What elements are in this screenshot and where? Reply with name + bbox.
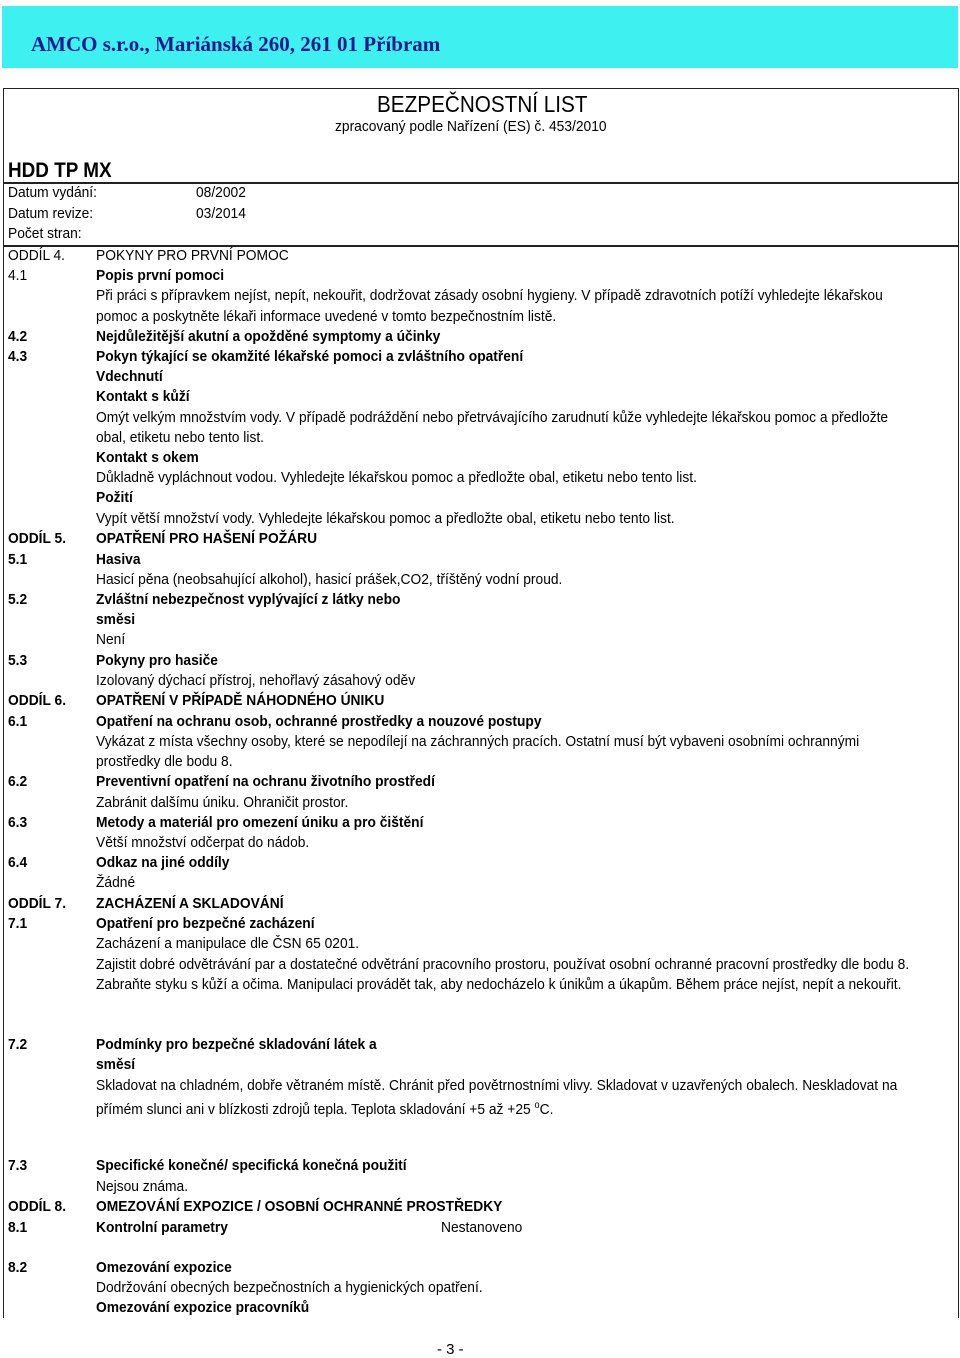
document-title: BEZPEČNOSTNÍ LIST (377, 91, 588, 117)
subsection-5-2-text: Není (96, 631, 126, 648)
section-8-number: ODDÍL 8. (8, 1198, 67, 1215)
subsection-4-1-text-1: Při práci s přípravkem nejíst, nepít, nekouřit, dodržovat zásady osobní hygieny. V případě zdravotních potíží vyhledejte lékařskou (96, 287, 883, 304)
company-name: AMCO s.r.o., Mariánská 260, 261 01 Příbram (31, 32, 441, 56)
subsection-7-1-text-3: Zabraňte styku s kůží a očima. Manipulaci provádět tak, aby nedocházelo k únikům a úkapům. Během práce nejíst, nepít a nekouřit. (96, 976, 902, 993)
subsection-5-2-number: 5.2 (8, 591, 28, 608)
subsection-7-2-heading-1: Podmínky pro bezpečné skladování látek a (96, 1036, 377, 1053)
issue-date-label: Datum vydání: (8, 184, 97, 201)
subsection-7-1-heading: Opatření pro bezpečné zacházení (96, 915, 315, 932)
revision-date-label: Datum revize: (8, 205, 94, 222)
subsection-5-2-heading-1: Zvláštní nebezpečnost vyplývající z látky nebo (96, 591, 401, 608)
subsection-6-2-text: Zabránit dalšímu úniku. Ohraničit prostor. (96, 794, 349, 811)
product-name: HDD TP MX (8, 159, 112, 182)
subsection-7-2-heading-2: směsí (96, 1056, 136, 1073)
document-subtitle: zpracovaný podle Nařízení (ES) č. 453/2010 (335, 118, 607, 135)
section-4-number: ODDÍL 4. (8, 247, 66, 264)
section-7-number: ODDÍL 7. (8, 895, 67, 912)
section-5-number: ODDÍL 5. (8, 530, 67, 547)
subsection-4-1-heading: Popis první pomoci (96, 267, 225, 284)
subsection-5-3-heading: Pokyny pro hasiče (96, 652, 218, 669)
subsection-6-4-heading: Odkaz na jiné oddíly (96, 854, 230, 871)
subsection-6-1-heading: Opatření na ochranu osob, ochranné prostředky a nouzové postupy (96, 713, 542, 730)
temperature-unit: C. (539, 1101, 554, 1118)
subsection-8-2-number: 8.2 (8, 1259, 28, 1276)
subsection-5-3-text: Izolovaný dýchací přístroj, nehořlavý zásahový oděv (96, 672, 416, 689)
subsection-6-1-text-2: prostředky dle bodu 8. (96, 753, 233, 770)
subsection-7-1-number: 7.1 (8, 915, 28, 932)
worker-exposure-heading: Omezování expozice pracovníků (96, 1299, 310, 1316)
subsection-7-3-number: 7.3 (8, 1157, 28, 1174)
ingestion-text: Vypít větší množství vody. Vyhledejte lékařskou pomoc a předložte obal, etiketu nebo tento list. (96, 510, 675, 527)
skin-contact-text-1: Omýt velkým množstvím vody. V případě podráždění nebo přetrvávajícího zarudnutí kůže vyhledejte lékařskou pomoc a předložte (96, 409, 889, 426)
subsection-8-1-heading: Kontrolní parametry (96, 1219, 228, 1236)
subsection-4-1-text-2: pomoc a poskytněte lékaři informace uvedené v tomto bezpečnostním listě. (96, 308, 557, 325)
page-number: - 3 - (437, 1341, 464, 1358)
subsection-4-3-heading: Pokyn týkající se okamžité lékařské pomoci a zvláštního opatření (96, 348, 524, 365)
subsection-5-1-text: Hasicí pěna (neobsahující alkohol), hasicí prášek,CO2, tříštěný vodní proud. (96, 571, 563, 588)
subsection-8-2-heading: Omezování expozice (96, 1259, 232, 1276)
skin-contact-heading: Kontakt s kůží (96, 388, 190, 405)
subsection-7-1-text-2: Zajistit dobré odvětrávání par a dostatečné odvětrání pracovního prostoru, používat osobní ochranné pracovní prostředky dle bodu 8. (96, 956, 910, 973)
ingestion-heading: Požití (96, 489, 133, 506)
subsection-6-4-text: Žádné (96, 874, 136, 891)
section-6-title: OPATŘENÍ V PŘÍPADĚ NÁHODNÉHO ÚNIKU (96, 692, 385, 709)
storage-temperature-text: přímém slunci ani v blízkosti zdrojů tepla. Teplota skladování +5 až +25 (96, 1101, 535, 1118)
subsection-7-1-text-1: Zacházení a manipulace dle ČSN 65 0201. (96, 935, 360, 952)
header-divider (3, 182, 959, 184)
subsection-7-2-text-2 (96, 1097, 553, 1119)
subsection-4-3-number: 4.3 (8, 348, 28, 365)
subsection-5-1-heading: Hasiva (96, 551, 141, 568)
subsection-5-1-number: 5.1 (8, 551, 28, 568)
section-7-title: ZACHÁZENÍ A SKLADOVÁNÍ (96, 895, 284, 912)
subsection-8-1-number: 8.1 (8, 1219, 28, 1236)
subsection-7-3-heading: Specifické konečné/ specifická konečná použití (96, 1157, 407, 1174)
subsection-6-2-number: 6.2 (8, 773, 28, 790)
skin-contact-text-2: obal, etiketu nebo tento list. (96, 429, 265, 446)
subsection-6-3-text: Větší množství odčerpat do nádob. (96, 834, 310, 851)
eye-contact-heading: Kontakt s okem (96, 449, 199, 466)
section-5-title: OPATŘENÍ PRO HAŠENÍ POŽÁRU (96, 530, 318, 547)
section-8-title: OMEZOVÁNÍ EXPOZICE / OSOBNÍ OCHRANNÉ PROSTŘEDKY (96, 1198, 503, 1215)
subsection-6-2-heading: Preventivní opatření na ochranu životního prostředí (96, 773, 435, 790)
section-6-number: ODDÍL 6. (8, 692, 67, 709)
subsection-5-2-heading-2: směsi (96, 611, 136, 628)
subsection-6-1-text-1: Vykázat z místa všechny osoby, které se nepodílejí na záchranných pracích. Ostatní musí být vybaveni osobními ochrannými (96, 733, 860, 750)
degree-superscript: o (534, 1100, 540, 1111)
issue-date-value: 08/2002 (196, 184, 246, 201)
subsection-6-1-number: 6.1 (8, 713, 28, 730)
subsection-8-2-text: Dodržování obecných bezpečnostních a hygienických opatření. (96, 1279, 483, 1296)
eye-contact-text: Důkladně vypláchnout vodou. Vyhledejte lékařskou pomoc a předložte obal, etiketu nebo tento list. (96, 469, 697, 486)
subsection-4-1-number: 4.1 (8, 267, 28, 284)
subsection-4-2-heading: Nejdůležitější akutní a opožděné symptomy a účinky (96, 328, 441, 345)
revision-date-value: 03/2014 (196, 205, 246, 222)
subsection-7-3-text: Nejsou známa. (96, 1178, 189, 1195)
subsection-5-3-number: 5.3 (8, 652, 28, 669)
subsection-6-4-number: 6.4 (8, 854, 28, 871)
inhalation-heading: Vdechnutí (96, 368, 163, 385)
subsection-4-2-number: 4.2 (8, 328, 28, 345)
subsection-7-2-number: 7.2 (8, 1036, 28, 1053)
subsection-6-3-number: 6.3 (8, 814, 28, 831)
subsection-8-1-value: Nestanoveno (441, 1219, 523, 1236)
company-banner (2, 6, 958, 68)
page-count-label: Počet stran: (8, 225, 82, 242)
subsection-7-2-text-1: Skladovat na chladném, dobře větraném místě. Chránit před povětrnostními vlivy. Skladovat v uzavřených obalech. Neskladovat na (96, 1077, 898, 1094)
subsection-6-3-heading: Metody a materiál pro omezení úniku a pro čištění (96, 814, 424, 831)
section-4-title: POKYNY PRO PRVNÍ POMOC (96, 247, 289, 264)
